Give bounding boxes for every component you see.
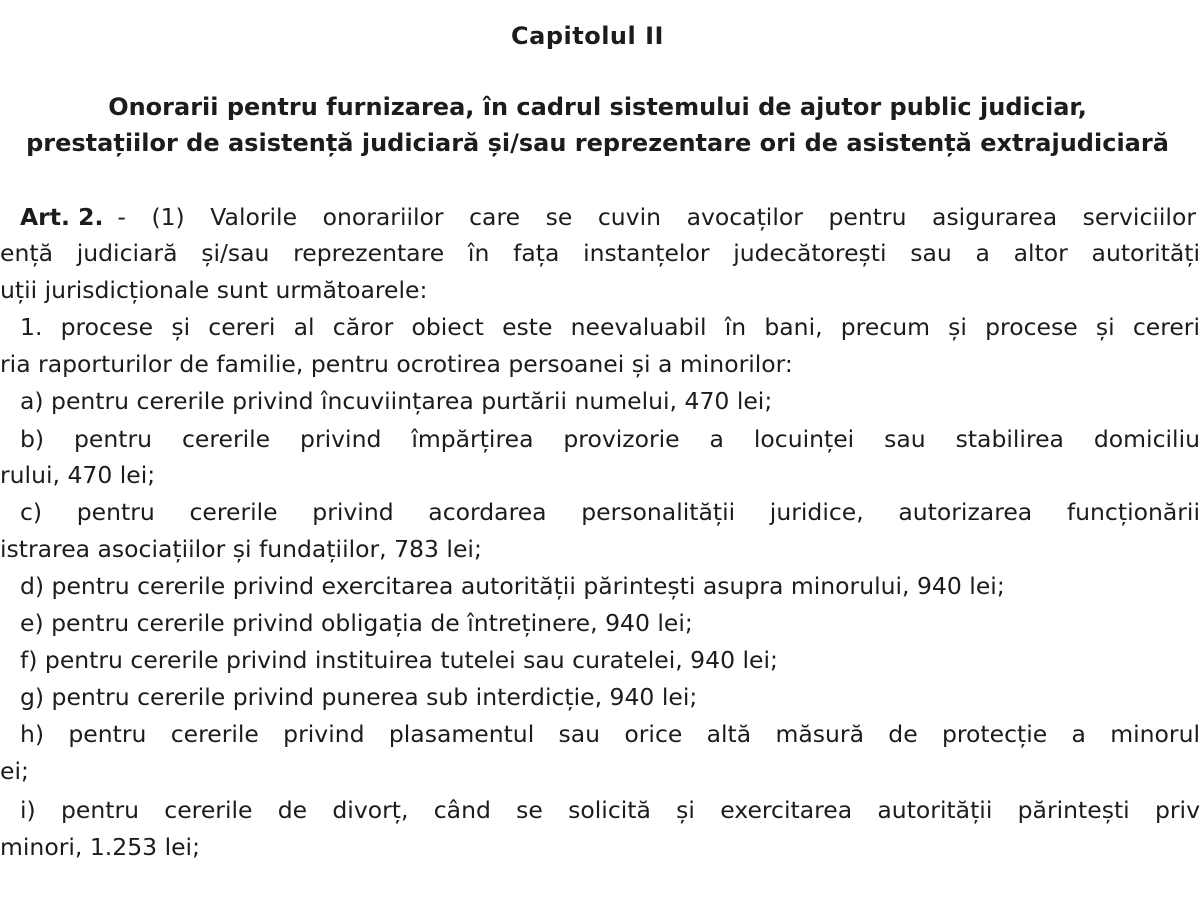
article-label: Art. 2.	[20, 203, 104, 231]
chapter-title-line-2: prestațiilor de asistență judiciară și/sau reprezentare ori de asistență extrajudiciară	[26, 129, 1169, 157]
item-b-line-1: b) pentru cererile privind împărțirea provizorie a locuinței sau stabilirea domiciliu	[20, 425, 1200, 453]
item-c-line-1: c) pentru cererile privind acordarea personalității juridice, autorizarea funcționării	[20, 498, 1200, 526]
item-h-line-1: h) pentru cererile privind plasamentul sau orice altă măsură de protecție a minorul	[20, 720, 1200, 748]
item-i-line-1: i) pentru cererile de divorț, când se solicită și exercitarea autorității părintești priv	[20, 796, 1200, 824]
chapter-heading: Capitolul II	[511, 22, 664, 50]
item-i-line-2: minori, 1.253 lei;	[0, 833, 201, 861]
point-1-line-1: 1. procese și cereri al căror obiect este neevaluabil în bani, precum și procese și cereri	[20, 313, 1200, 341]
item-d: d) pentru cererile privind exercitarea autorității părintești asupra minorului, 940 lei;	[20, 572, 1005, 600]
item-a: a) pentru cererile privind încuviințarea purtării numelui, 470 lei;	[20, 387, 773, 415]
item-g: g) pentru cererile privind punerea sub interdicție, 940 lei;	[20, 683, 698, 711]
item-e: e) pentru cererile privind obligația de întreținere, 940 lei;	[20, 609, 693, 637]
item-h-line-2: ei;	[0, 757, 29, 785]
point-1-line-2: ria raporturilor de familie, pentru ocrotirea persoanei și a minorilor:	[0, 350, 793, 378]
article-intro: - (1) Valorile onorariilor care se cuvin avocaților pentru asigurarea serviciilor	[117, 203, 1196, 231]
article-line-2: ență judiciară și/sau reprezentare în fața instanțelor judecătorești sau a altor autorități	[0, 239, 1200, 267]
article-line-1	[20, 202, 1196, 232]
article-line-3: uții jurisdicționale sunt următoarele:	[0, 276, 428, 304]
item-f: f) pentru cererile privind instituirea tutelei sau curatelei, 940 lei;	[20, 646, 778, 674]
chapter-title-line-1: Onorarii pentru furnizarea, în cadrul sistemului de ajutor public judiciar,	[108, 93, 1087, 121]
item-c-line-2: istrarea asociațiilor și fundațiilor, 783 lei;	[0, 535, 482, 563]
item-b-line-2: rului, 470 lei;	[0, 461, 156, 489]
